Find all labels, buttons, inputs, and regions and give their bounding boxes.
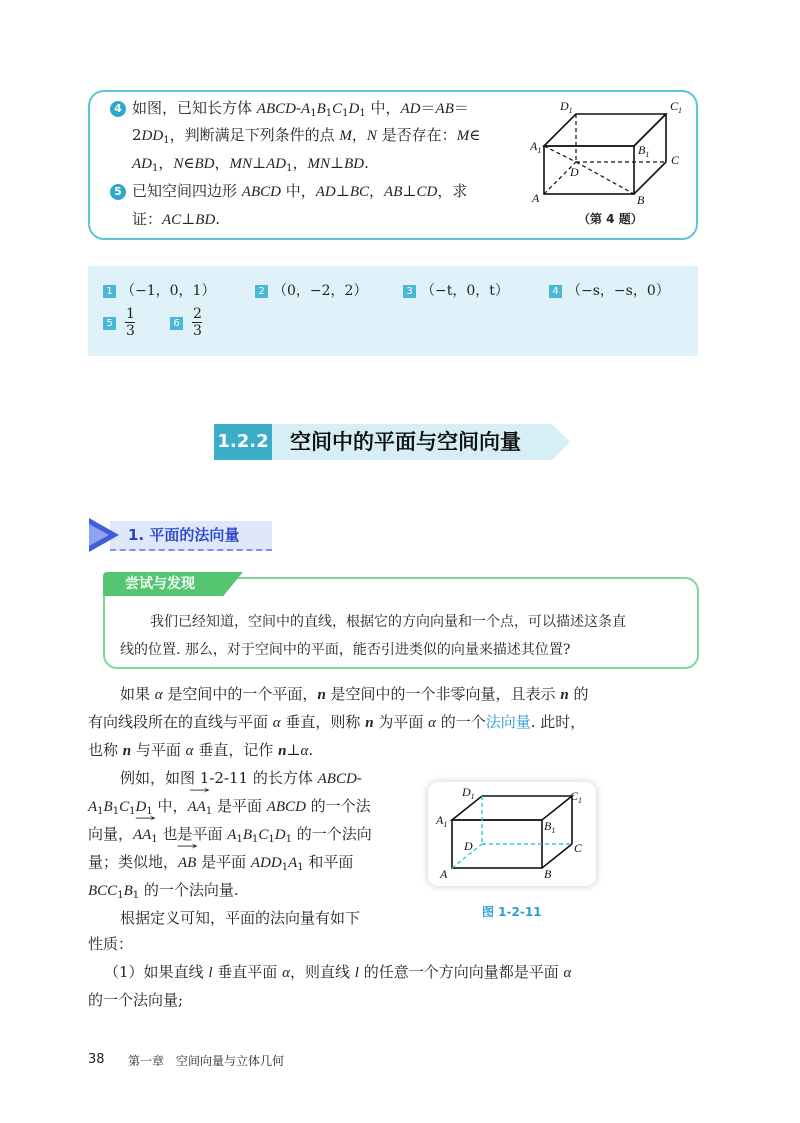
answer-1: 1 （−1，0，1） [103, 280, 215, 300]
body-line-3: 也称 n 与平面 α 垂直，记作 n⊥α. [88, 741, 314, 759]
subsection-title: 1. 平面的法向量 [128, 526, 240, 544]
try-discover-label: 尝试与发现 [125, 576, 195, 592]
fig-label-b1: $B_1$ [544, 819, 556, 835]
exercise-4-number: 4 [110, 101, 126, 117]
body-line-12: 的一个法向量; [88, 991, 184, 1009]
fig-label-a: A [440, 867, 448, 881]
body-line-4: 例如，如图 1-2-11 的长方体 ABCD- [120, 769, 362, 787]
label-a: A [532, 191, 540, 205]
fig-label-a1: $A_1$ [436, 813, 448, 829]
fig-label-d1: $D_1$ [462, 786, 475, 801]
answer-2: 2 （0，−2，2） [255, 280, 367, 300]
label-b1: $B_1$ [638, 143, 650, 159]
label-c: C [671, 153, 680, 167]
label-d: D [570, 165, 579, 179]
exercise-4-line3: $AD_1$，N∈BD，$MN\perp AD_1$，MN⊥BD. [132, 154, 369, 174]
body-line-11: （1）如果直线 l 垂直平面 α，则直线 l 的任意一个方向向量都是平面 α [104, 963, 572, 981]
answer-6: 6 $\frac{2}{3}$ [170, 306, 202, 339]
term-normal-vector: 法向量 [485, 713, 531, 731]
answer-5: 5 $\frac{1}{3}$ [103, 306, 135, 339]
arrow-icon [89, 518, 119, 552]
body-line-5: $A_1B_1C_1D_1$ 中，→ $AA_1$ 是平面 ABCD 的一个法 [88, 796, 371, 817]
body-line-10: 性质： [88, 935, 134, 953]
answer-4: 4 （−s，−s，0） [549, 280, 670, 300]
page-number: 38 [88, 1052, 105, 1067]
section-header [214, 424, 570, 462]
fig-label-b: B [544, 867, 552, 881]
label-c1: $C_1$ [670, 99, 683, 115]
answer-3: 3 （−t，0，t） [403, 280, 509, 300]
try-line-2: 线的位置. 那么，对于空间中的平面，能否引进类似的向量来描述其位置? [120, 642, 571, 658]
label-a1: $A_1$ [530, 139, 542, 155]
body-line-9: 根据定义可知，平面的法向量有如下 [120, 909, 361, 927]
exercise-4-figure [530, 96, 690, 208]
exercise-figure-caption: （第 4 题） [578, 212, 643, 226]
exercise-5-line1: 5 已知空间四边形 ABCD 中，AD⊥BC，AB⊥CD，求 [110, 181, 467, 202]
body-line-6: 向量，→ $AA_1$ 也是平面 $A_1B_1C_1D_1$ 的一个法向 [88, 824, 372, 845]
body-line-7: 量；类似地，→ AB 是平面 $ADD_1A_1$ 和平面 [88, 852, 353, 873]
figure-caption: 图 1-2-11 [482, 905, 542, 919]
figure-cuboid [432, 786, 592, 882]
fig-label-c: C [574, 841, 583, 855]
body-line-2: 有向线段所在的直线与平面 α 垂直，则称 n 为平面 α 的一个法向量. 此时， [88, 713, 586, 731]
section-title: 空间中的平面与空间向量 [290, 430, 521, 454]
try-line-1: 我们已经知道，空间中的直线，根据它的方向向量和一个点，可以描述这条直 [150, 614, 626, 630]
body-line-1: 如果 α 是空间中的一个平面，n 是空间中的一个非零向量，且表示 n 的 [120, 685, 589, 703]
exercise-5-number: 5 [110, 184, 126, 200]
fig-label-d: D [464, 839, 473, 853]
label-d1: $D_1$ [560, 99, 573, 115]
chapter-title: 第一章 空间向量与立体几何 [128, 1054, 285, 1068]
exercise-5-line2: 证：AC⊥BD. [132, 210, 221, 228]
label-b: B [637, 193, 645, 207]
body-line-8: $BCC_1B_1$ 的一个法向量. [88, 881, 239, 901]
fig-label-c1: $C_1$ [570, 789, 583, 805]
exercise-4-line2: $2DD_1$，判断满足下列条件的点 M，N 是否存在：M∈ [132, 126, 481, 146]
exercise-4-line1: 4 如图，已知长方体 ABCD-$A_1B_1C_1D_1$ 中，AD＝AB＝ [110, 98, 469, 119]
section-number: 1.2.2 [214, 424, 272, 460]
